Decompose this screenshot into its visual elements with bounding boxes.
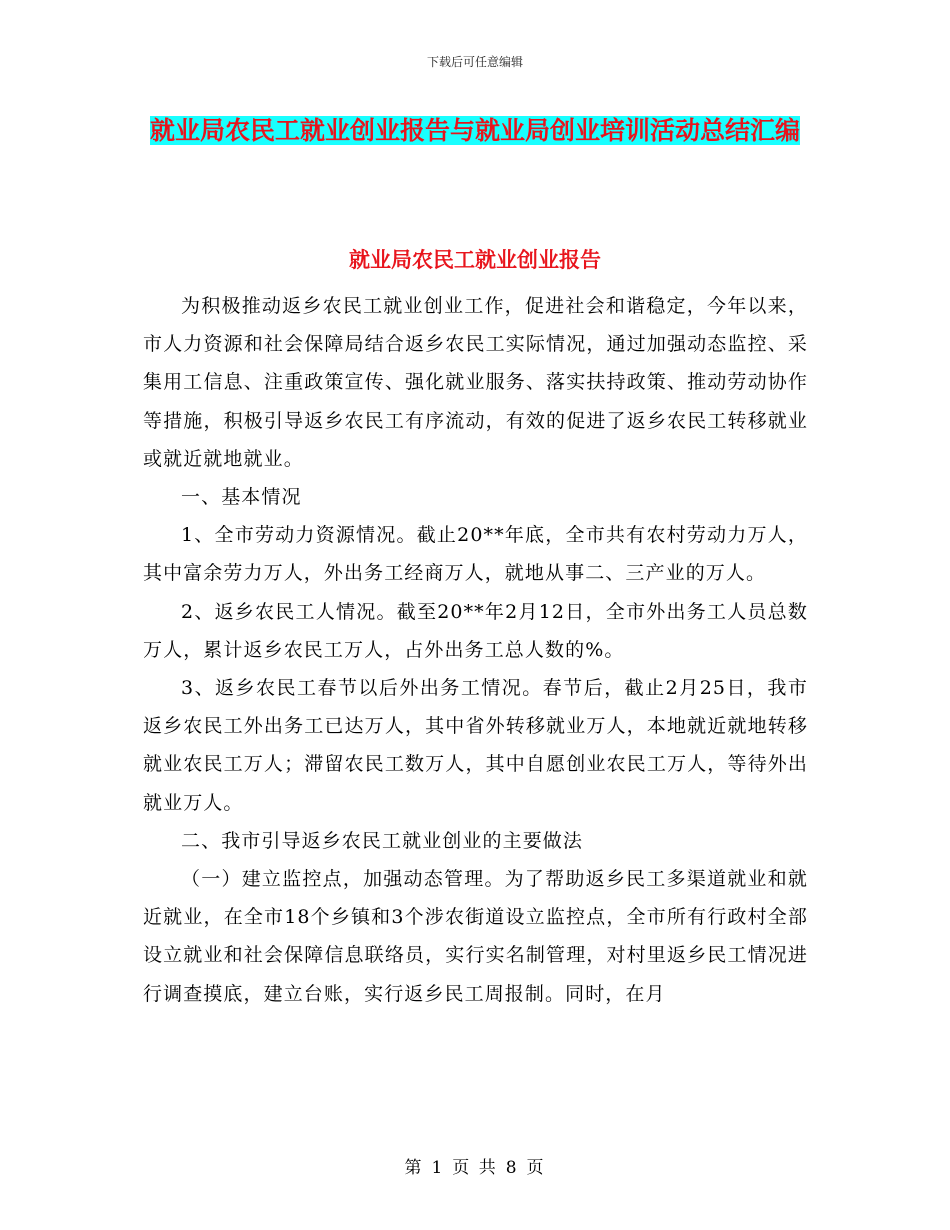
- footer-total-pages: 8: [505, 1158, 519, 1178]
- footer-middle: 页 共: [452, 1158, 498, 1178]
- body-paragraph-monitoring: （一）建立监控点，加强动态管理。为了帮助返乡民工多渠道就业和就近就业，在全市18个乡镇和3个涉农街道设立监控点，全市所有行政村全部设立就业和社会保障信息联络员，实行实名制管理，对村里返乡民工情况进行调查摸底，建立台账，实行返乡民工周报制。同时，在月: [143, 868, 808, 1005]
- page-footer: [0, 1153, 950, 1178]
- document-title-text: 就业局农民工就业创业报告与就业局创业培训活动总结汇编: [149, 116, 800, 145]
- heading-basic-situation: 一、基本情况: [181, 486, 302, 509]
- body-paragraph-returning-workers: 2、返乡农民工人情况。截至20**年2月12日，全市外出务工人员总数万人，累计返乡农民工万人，占外出务工总人数的%。: [143, 600, 808, 661]
- heading-main-practices: 二、我市引导返乡农民工就业创业的主要做法: [181, 829, 584, 852]
- footer-suffix: 页: [526, 1158, 546, 1178]
- document-title: [140, 108, 810, 154]
- page-header-note: 下载后可任意编辑: [426, 55, 523, 69]
- body-paragraph-intro: 为积极推动返乡农民工就业创业工作，促进社会和谐稳定，今年以来，市人力资源和社会保障局结合返乡农民工实际情况，通过加强动态监控、采集用工信息、注重政策宣传、强化就业服务、落实扶持政策、推动劳动协作等措施，积极引导返乡农民工有序流动，有效的促进了返乡农民工转移就业或就近就地就业。: [143, 295, 808, 470]
- body-paragraph-labor-resources: 1、全市劳动力资源情况。截止20**年底，全市共有农村劳动力万人，其中富余劳力万人，外出务工经商万人，就地从事二、三产业的万人。: [143, 524, 808, 585]
- document-body: [143, 287, 808, 1013]
- body-paragraph-post-festival: 3、返乡农民工春节以后外出务工情况。春节后，截止2月25日，我市返乡农民工外出务工已达万人，其中省外转移就业万人，本地就近就地转移就业农民工万人；滞留农民工数万人，其中自愿创业农民工万人，等待外出就业万人。: [143, 677, 808, 814]
- footer-prefix: 第: [404, 1158, 424, 1178]
- footer-page-number: 1: [431, 1158, 445, 1178]
- section-title: 就业局农民工就业创业报告: [349, 248, 601, 272]
